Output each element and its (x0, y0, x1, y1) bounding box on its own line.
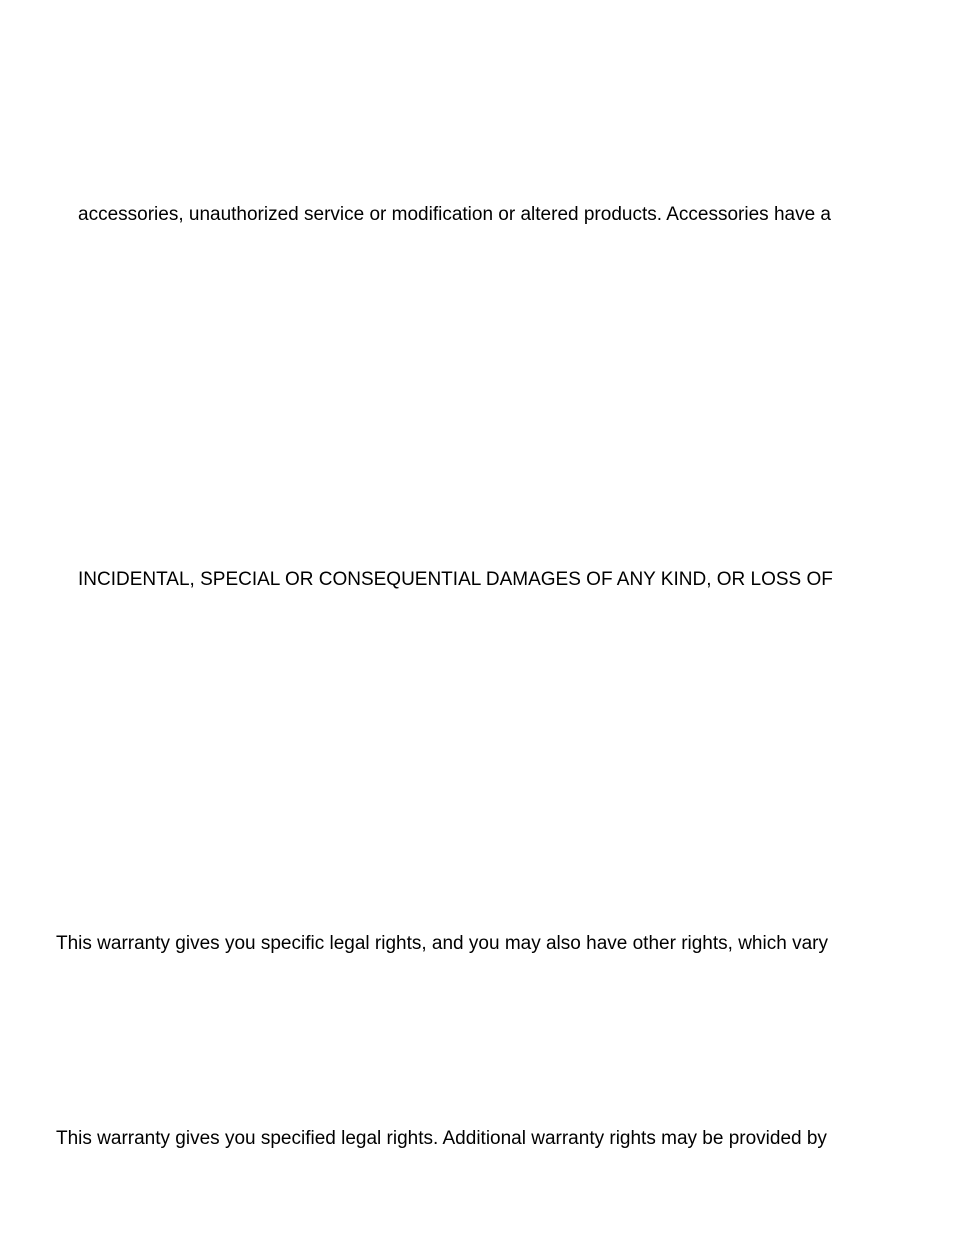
text-line-legal-rights: This warranty gives you specific legal rights, and you may also have other rights, which vary (56, 933, 828, 954)
text-line-specified-rights: This warranty gives you specified legal rights. Additional warranty rights may be provided by (56, 1128, 827, 1149)
text-line-incidental-damages: INCIDENTAL, SPECIAL OR CONSEQUENTIAL DAMAGES OF ANY KIND, OR LOSS OF (78, 569, 833, 590)
text-line-accessories: accessories, unauthorized service or modification or altered products. Accessories have a (78, 204, 831, 225)
